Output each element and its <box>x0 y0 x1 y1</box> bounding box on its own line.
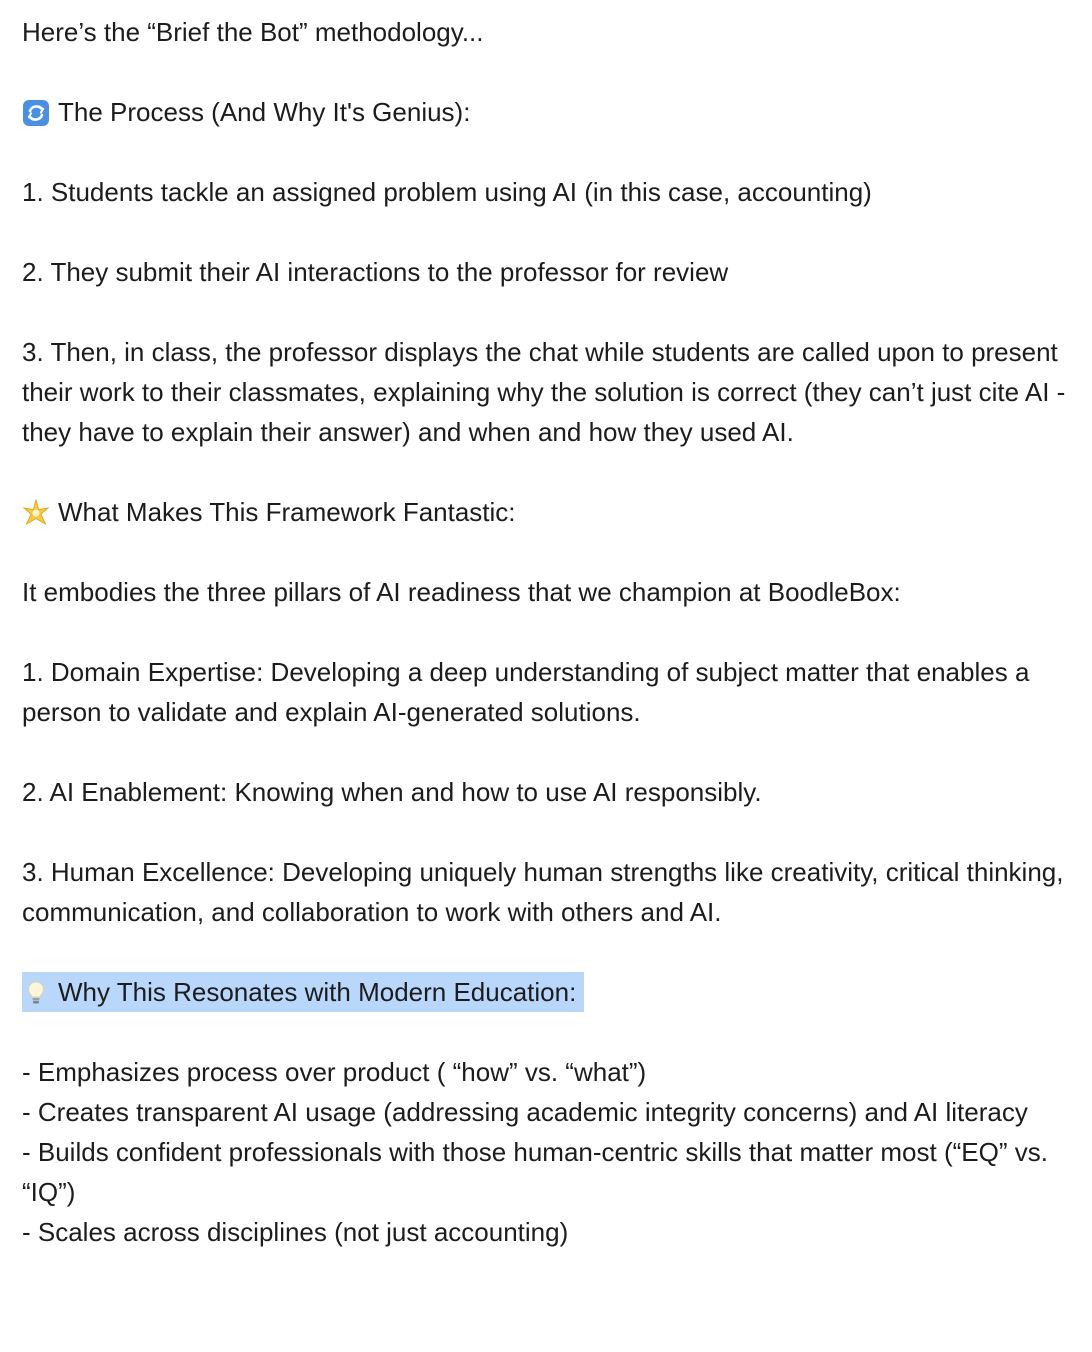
section-title: The Process (And Why It's Genius): <box>58 97 471 127</box>
text-selection-highlight[interactable] <box>22 972 584 1012</box>
spacer <box>22 52 1077 92</box>
spacer <box>22 1012 1077 1052</box>
message-body <box>22 12 1077 1252</box>
list-item: - Emphasizes process over product ( “how” vs. “what”) <box>22 1057 647 1087</box>
section-lead: It embodies the three pillars of AI readiness that we champion at BoodleBox: <box>22 577 901 607</box>
spacer <box>22 452 1077 492</box>
spacer <box>22 812 1077 852</box>
list-item: 2. AI Enablement: Knowing when and how to use AI responsibly. <box>22 777 762 807</box>
light-bulb-icon <box>22 978 50 1006</box>
list-item: - Scales across disciplines (not just accounting) <box>22 1217 569 1247</box>
glowing-star-icon <box>22 498 50 526</box>
section-title: What Makes This Framework Fantastic: <box>58 497 516 527</box>
intro-text: Here’s the “Brief the Bot” methodology... <box>22 17 484 47</box>
section-title: Why This Resonates with Modern Education: <box>58 977 577 1007</box>
spacer <box>22 612 1077 652</box>
list-item: 1. Students tackle an assigned problem using AI (in this case, accounting) <box>22 177 872 207</box>
list-item: 1. Domain Expertise: Developing a deep understanding of subject matter that enables a person to validate and explain AI-generated solutions. <box>22 657 1030 727</box>
list-item: 3. Then, in class, the professor displays the chat while students are called upon to present their work to their classmates, explaining why the solution is correct (they can’t just cite AI - they have to explain their answer) and when and how they used AI. <box>22 337 1066 447</box>
section-heading-framework <box>22 492 1077 532</box>
section-heading-process <box>22 92 1077 132</box>
spacer <box>22 732 1077 772</box>
spacer <box>22 932 1077 972</box>
section-heading-education <box>22 972 1077 1012</box>
list-item: - Builds confident professionals with those human-centric skills that matter most (“EQ” vs. “IQ”) <box>22 1137 1048 1207</box>
spacer <box>22 532 1077 572</box>
spacer <box>22 212 1077 252</box>
list-item: 3. Human Excellence: Developing uniquely human strengths like creativity, critical thinking, communication, and collaboration to work with others and AI. <box>22 857 1064 927</box>
list-item: 2. They submit their AI interactions to the professor for review <box>22 257 729 287</box>
refresh-arrows-icon <box>22 98 50 126</box>
spacer <box>22 292 1077 332</box>
spacer <box>22 132 1077 172</box>
list-item: - Creates transparent AI usage (addressing academic integrity concerns) and AI literacy <box>22 1097 1028 1127</box>
